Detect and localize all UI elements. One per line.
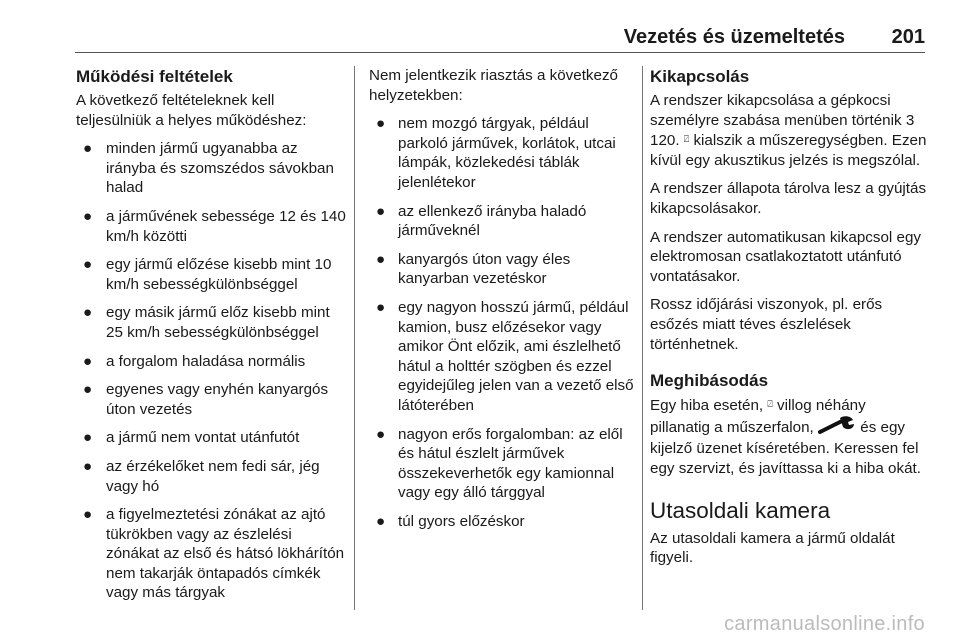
list-item: ● a jármű nem vontat utánfutót xyxy=(83,429,300,447)
page-header xyxy=(75,22,925,53)
section-heading-passenger-camera: Utasoldali kamera xyxy=(650,497,831,523)
car-blind-zone-icon: ⍁ xyxy=(767,399,773,410)
weather-paragraph: Rossz időjárási viszonyok, pl. erős esőzés miatt téves észlelések történhetnek. xyxy=(650,296,883,353)
page-reference-link[interactable]: 3 120. xyxy=(650,111,915,150)
list-item: ● egy másik jármű előz kisebb mint 25 km/h sebességkülönbséggel xyxy=(83,304,330,341)
car-blind-zone-icon: ⍁ xyxy=(683,134,690,145)
wrench-icon xyxy=(818,416,856,440)
watermark: carmanualsonline.info xyxy=(724,613,925,635)
conditions-intro: A következő feltételeknek kell teljesülniük a helyes működéshez: xyxy=(76,92,307,129)
list-item: ● túl gyors előzéskor xyxy=(376,512,525,530)
page-number: 201 xyxy=(891,26,925,48)
column-1 xyxy=(76,66,346,612)
list-item: ● nagyon erős forgalomban: az elől és hátul észlelt járművek összekeverhetők egy kamionnal vagy egy álló tárggyal xyxy=(376,425,623,502)
passenger-camera-paragraph: Az utasoldali kamera a jármű oldalát figyeli. xyxy=(650,529,895,567)
fault-paragraph: Egy hiba esetén, ⍁ villog néhány pillanatig a műszerfalon, és egy kijelző üzenet kíséretében. Keressen fel egy szervizt, és javíttassa ki a hiba okát. xyxy=(650,397,921,477)
no-alert-intro: Nem jelentkezik riasztás a következő helyzetekben: xyxy=(369,67,619,104)
list-item: ● az érzékelőket nem fedi sár, jég vagy hó xyxy=(83,457,320,495)
deactivation-paragraph: A rendszer kikapcsolása a gépkocsi személyre szabása menüben történik 3 120. ⍁ kialszik a műszeregységben. Ezen kívül egy akusztikus jelzés is megszólal. xyxy=(650,92,927,169)
state-stored-paragraph: A rendszer állapota tárolva lesz a gyújtás kikapcsolásakor. xyxy=(650,180,927,217)
column-divider xyxy=(354,66,355,610)
section-heading-conditions: Működési feltételek xyxy=(76,67,233,86)
section-heading-deactivation: Kikapcsolás xyxy=(650,67,750,86)
list-item: ● a járművének sebessége 12 és 140 km/h közötti xyxy=(83,207,346,245)
conditions-list xyxy=(76,139,346,603)
list-item: ● a forgalom haladása normális xyxy=(83,352,306,370)
list-item: ● egy jármű előzése kisebb mint 10 km/h sebességkülönbséggel xyxy=(83,256,332,293)
column-divider xyxy=(642,66,643,610)
column-3 xyxy=(650,66,928,577)
no-alert-list xyxy=(369,114,634,531)
list-item: ● a figyelmeztetési zónákat az ajtó tükrökben vagy az észlelési zónákat az első és hátsó lökhárítón nem takarják öntapadós címkék vagy más tárgyak xyxy=(83,506,345,602)
list-item: ● egyenes vagy enyhén kanyargós úton vezetés xyxy=(83,381,329,418)
column-2 xyxy=(369,66,634,540)
list-item: ● kanyargós úton vagy éles kanyarban vezetéskor xyxy=(376,250,571,288)
list-item: ● minden jármű ugyanabba az irányba és szomszédos sávokban halad xyxy=(83,140,334,197)
trailer-paragraph: A rendszer automatikusan kikapcsol egy elektromosan csatlakoztatott utánfutó vontatásakor. xyxy=(650,228,921,285)
list-item: ● egy nagyon hosszú jármű, például kamion, busz előzésekor vagy amikor Önt előzik, ami észlelhető hátul a holttér szögben és ezzel egyidejűleg jelen van a vezető első látóterében xyxy=(376,298,634,414)
section-heading-fault: Meghibásodás xyxy=(650,371,769,391)
page-title: Vezetés és üzemeltetés xyxy=(623,26,845,48)
list-item: ● nem mozgó tárgyak, például parkoló járművek, korlátok, utcai lámpák, közlekedési táblák jelenlétekor xyxy=(376,115,616,191)
list-item: ● az ellenkező irányba haladó járműveknél xyxy=(376,202,587,240)
